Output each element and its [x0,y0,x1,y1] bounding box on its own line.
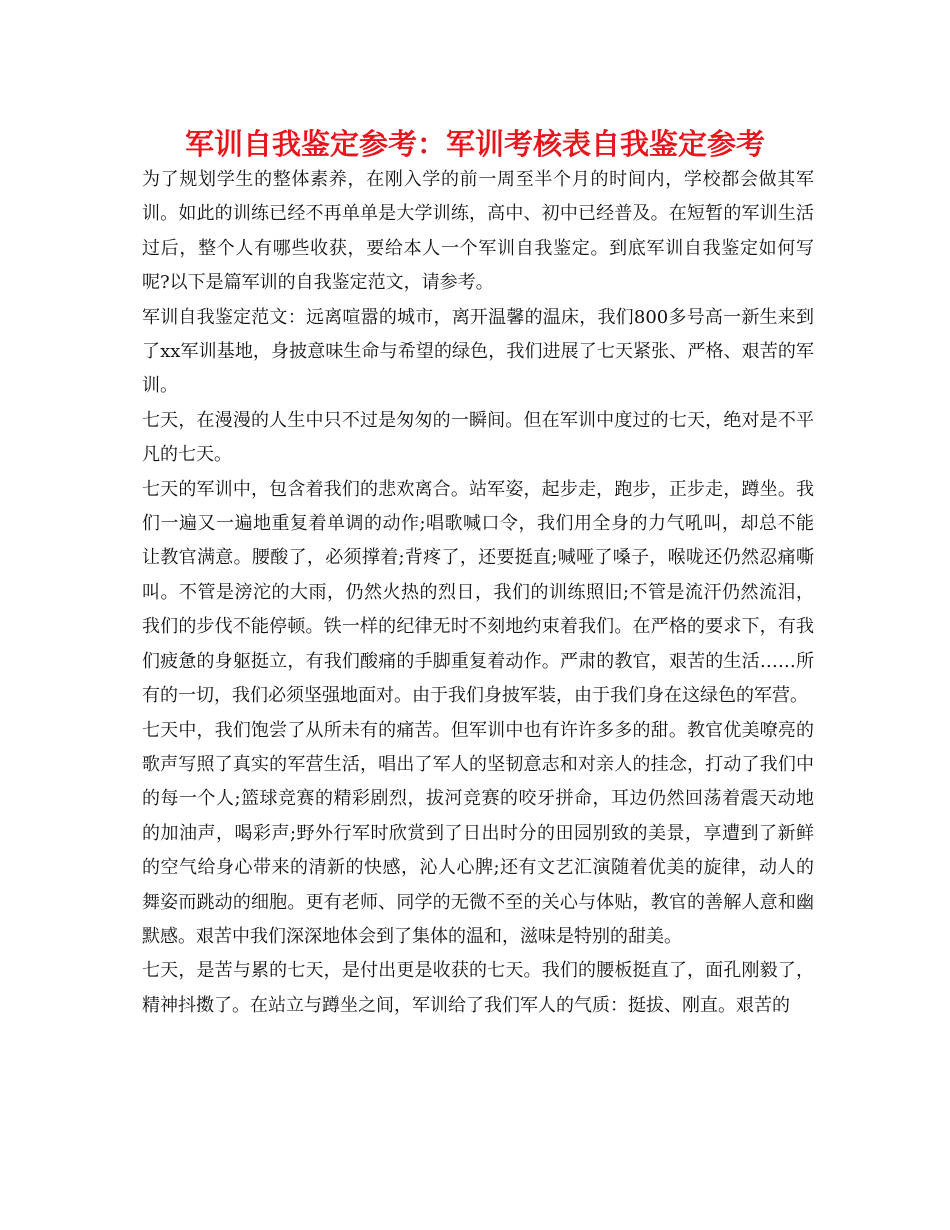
paragraph-sweetness: 七天中，我们饱尝了从所未有的痛苦。但军训中也有许许多多的甜。教官优美嘹亮的歌声写照了真实的军营生活，唱出了军人的坚韧意志和对亲人的挂念，打动了我们中的每一个人;篮球竞赛的精彩剧烈，拔河竞赛的咬牙拼命，耳边仍然回荡着震天动地的加油声，喝彩声;野外行军时欣赏到了日出时分的田园别致的美景，享遭到了新鲜的空气给身心带来的清新的快感，沁人心脾;还有文艺汇演随着优美的旋律，动人的舞姿而跳动的细胞。更有老师、同学的无微不至的关心与体贴，教官的善解人意和幽默感。艰苦中我们深深地体会到了集体的温和，滋味是特别的甜美。 [142,719,814,947]
document-body [142,163,814,1023]
document-title: 军训自我鉴定参考：军训考核表自我鉴定参考 [184,127,765,161]
paragraph-sample-opening: 军训自我鉴定范文：远离喧嚣的城市，离开温馨的温床，我们800多号高一新生来到了xx军训基地，身披意味生命与希望的绿色，我们进展了七天紧张、严格、艰苦的军训。 [142,306,814,397]
paragraph-intro: 为了规划学生的整体素养，在刚入学的前一周至半个月的时间内，学校都会做其军训。如此的训练已经不再单单是大学训练，高中、初中已经普及。在短暂的军训生活过后，整个人有哪些收获，要给本人一个军训自我鉴定。到底军训自我鉴定如何写呢?以下是篇军训的自我鉴定范文，请参考。 [142,169,814,294]
paragraph-seven-days: 七天，在漫漫的人生中只不过是匆匆的一瞬间。但在军训中度过的七天，绝对是不平凡的七天。 [142,409,814,466]
paragraph-hardship: 七天的军训中，包含着我们的悲欢离合。站军姿，起步走，跑步，正步走，蹲坐。我们一遍又一遍地重复着单调的动作;唱歌喊口令，我们用全身的力气吼叫，却总不能让教官满意。腰酸了，必须撑着;背疼了，还要挺直;喊哑了嗓子，喉咙还仍然忍痛嘶叫。不管是滂沱的大雨，仍然火热的烈日，我们的训练照旧;不管是流汗仍然流泪，我们的步伐不能停顿。铁一样的纪律无时不刻地约束着我们。在严格的要求下，有我们疲惫的身躯挺立，有我们酸痛的手脚重复着动作。严肃的教官，艰苦的生活……所有的一切，我们必须坚强地面对。由于我们身披军装，由于我们身在这绿色的军营。 [142,478,814,707]
paragraph-harvest: 七天，是苦与累的七天，是付出更是收获的七天。我们的腰板挺直了，面孔刚毅了，精神抖擞了。在站立与蹲坐之间，军训给了我们军人的气质：挺拔、刚直。艰苦的 [142,960,814,1016]
